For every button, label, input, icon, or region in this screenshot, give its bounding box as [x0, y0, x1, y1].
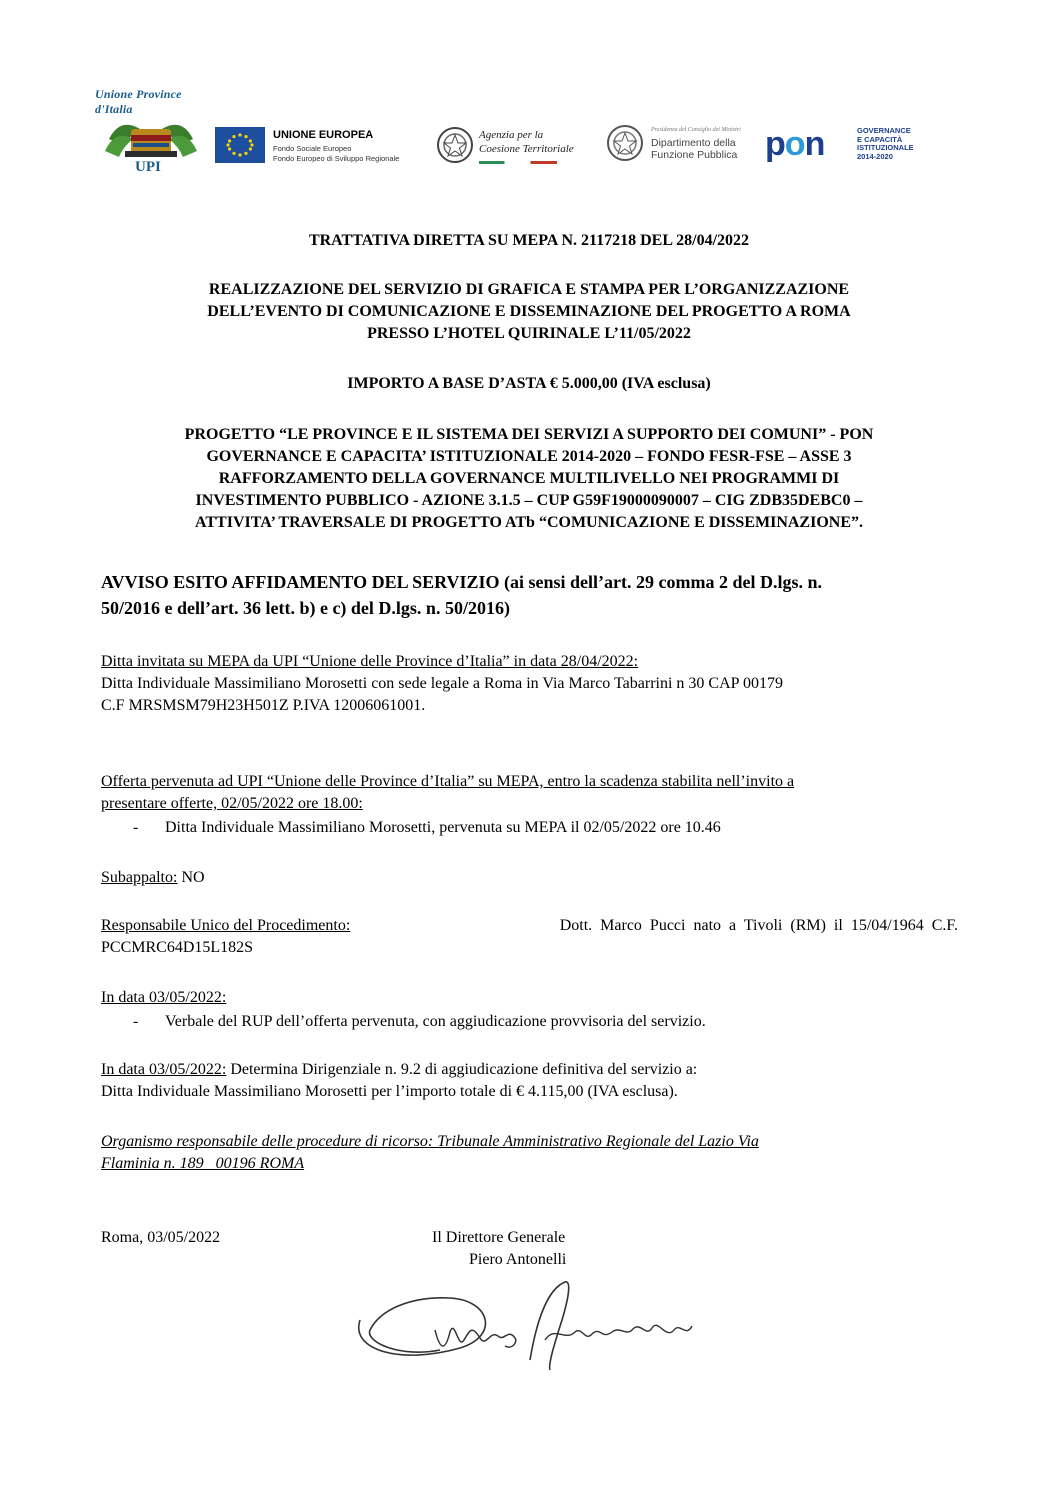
progetto-line-1: PROGETTO “LE PROVINCE E IL SISTEMA DEI SERVIZI A SUPPORTO DEI COMUNI” - PON — [184, 426, 874, 443]
rup-line-1 — [101, 915, 958, 937]
data1-bullet-text: Verbale del RUP dell’offerta pervenuta, con aggiudicazione provvisoria del servizio. — [165, 1013, 706, 1030]
rup-section — [101, 915, 959, 959]
place-date: Roma, 03/05/2022 — [101, 1229, 221, 1246]
trattativa-heading: TRATTATIVA DIRETTA SU MEPA N. 2117218 DEL 28/04/2022 — [308, 232, 750, 249]
rup-value-1: Dott. Marco Pucci nato a Tivoli (RM) il 15/04/1964 C.F. — [559, 917, 958, 934]
bullet-dash: - — [133, 1013, 139, 1030]
avviso-heading — [101, 569, 961, 621]
realizzazione-line-3: PRESSO L’HOTEL QUIRINALE L’11/05/2022 — [367, 325, 691, 342]
eu-sub-1: Fondo Sociale Europeo — [273, 144, 352, 153]
data2-line-1 — [101, 1059, 959, 1081]
act-line-2: Coesione Territoriale — [479, 143, 574, 155]
offerta-bullet-text: Ditta Individuale Massimiliano Morosetti, pervenuta su MEPA il 02/05/2022 ore 10.46 — [165, 819, 721, 836]
realizzazione-heading — [100, 279, 958, 345]
organismo-line-1: Organismo responsabile delle procedure di ricorso: Tribunale Amministrativo Regionale del Lazio Via — [101, 1133, 759, 1150]
eu-title: UNIONE EUROPEA — [273, 129, 374, 141]
data1-label: In data 03/05/2022: — [101, 989, 227, 1006]
dfp-line-1: Dipartimento della — [651, 137, 736, 149]
dfp-logo — [605, 121, 755, 167]
avviso-line-1: AVVISO ESITO AFFIDAMENTO DEL SERVIZIO (ai sensi dell’art. 29 comma 2 del D.lgs. n. — [101, 572, 822, 592]
importo-heading: IMPORTO A BASE D’ASTA € 5.000,00 (IVA esclusa) — [347, 375, 711, 392]
signature-image — [340, 1270, 720, 1385]
pon-logo — [765, 125, 935, 169]
rup-value-2: PCCMRC64D15L182S — [101, 939, 254, 956]
organismo-line-2: Flaminia n. 189 00196 ROMA — [101, 1155, 305, 1172]
eu-sub-2: Fondo Europeo di Sviluppo Regionale — [273, 154, 400, 163]
ditta-invitata-section — [101, 651, 959, 717]
realizzazione-line-1: REALIZZAZIONE DEL SERVIZIO DI GRAFICA E STAMPA PER L’ORGANIZZAZIONE — [208, 281, 850, 298]
avviso-line-2: 50/2016 e dell’art. 36 lett. b) e c) del D.lgs. n. 50/2016) — [101, 598, 510, 618]
offerta-label-2: presentare offerte, 02/05/2022 ore 18.00: — [101, 795, 363, 812]
data1-section — [101, 987, 959, 1009]
pon-wordmark — [765, 125, 824, 163]
pon-letter-n: n — [804, 125, 825, 163]
organismo-section — [101, 1131, 959, 1175]
ditta-invitata-label: Ditta invitata su MEPA da UPI “Unione delle Province d’Italia” in data 28/04/2022: — [101, 653, 639, 670]
upi-arc-text: Unione Province d'Italia — [95, 87, 182, 116]
act-text — [479, 128, 574, 156]
pon-sub-3: ISTITUZIONALE — [857, 143, 914, 152]
subappalto-label: Subappalto: — [101, 869, 178, 886]
act-logo — [435, 123, 575, 169]
pon-sub-1: GOVERNANCE — [857, 126, 911, 135]
subappalto-line — [101, 867, 959, 889]
pon-subtitle — [857, 127, 914, 161]
ditta-invitata-line-1: Ditta Individuale Massimiliano Morosetti con sede legale a Roma in Via Marco Tabarrini n 30 CAP 00179 — [101, 675, 783, 692]
republic-emblem-icon — [605, 121, 645, 165]
rup-label: Responsabile Unico del Procedimento: — [101, 917, 351, 934]
upi-logo — [95, 85, 207, 180]
dfp-text — [651, 137, 737, 161]
role-title: Il Direttore Generale — [432, 1229, 566, 1246]
data2-section — [101, 1059, 959, 1103]
bullet-dash: - — [133, 819, 139, 836]
republic-emblem-icon — [435, 123, 475, 167]
data2-line-2: Ditta Individuale Massimiliano Morosetti per l’importo totale di € 4.115,00 (IVA esclusa). — [101, 1083, 678, 1100]
offerta-label-1: Offerta pervenuta ad UPI “Unione delle Province d’Italia” su MEPA, entro la scadenza stabilita nell’invito a — [101, 773, 795, 790]
progetto-line-3: RAFFORZAMENTO DELLA GOVERNANCE MULTILIVELLO NEI PROGRAMMI DI — [218, 470, 840, 487]
eu-flag-icon — [215, 127, 265, 163]
progetto-line-5: ATTIVITA’ TRAVERSALE DI PROGETTO ATb “COMUNICAZIONE E DISSEMINAZIONE”. — [195, 514, 863, 531]
pon-sub-4: 2014-2020 — [857, 151, 893, 161]
pon-letter-p: p — [765, 125, 785, 163]
logo-strip — [95, 85, 935, 185]
data2-text: Determina Dirigenziale n. 9.2 di aggiudicazione definitiva del servizio a: — [226, 1061, 698, 1078]
dfp-small: Presidenza del Consiglio dei Ministri — [651, 127, 741, 133]
eu-logo — [215, 127, 405, 167]
subappalto-value: NO — [177, 869, 205, 886]
progetto-line-4: INVESTIMENTO PUBBLICO - AZIONE 3.1.5 – CUP G59F19000090007 – CIG ZDB35DEBC0 – — [195, 492, 863, 509]
data1-bullet — [133, 1011, 706, 1033]
pon-sub-2: E CAPACITÀ — [857, 134, 903, 144]
data2-label: In data 03/05/2022: — [101, 1061, 227, 1078]
pon-letter-o: o — [784, 125, 805, 163]
ditta-invitata-line-2: C.F MRSMSM79H23H501Z P.IVA 12006061001. — [101, 697, 426, 714]
offerta-section — [101, 771, 959, 815]
tricolor-line — [479, 161, 557, 164]
act-line-1: Agenzia per la — [479, 129, 544, 141]
offerta-bullet — [133, 817, 721, 839]
dfp-line-2: Funzione Pubblica — [651, 149, 738, 161]
progetto-heading — [100, 424, 958, 534]
realizzazione-line-2: DELL’EVENTO DI COMUNICAZIONE E DISSEMINAZIONE DEL PROGETTO A ROMA — [207, 303, 851, 320]
role-block — [432, 1227, 566, 1271]
upi-label: UPI — [135, 159, 161, 175]
progetto-line-2: GOVERNANCE E CAPACITA’ ISTITUZIONALE 2014-2020 – FONDO FESR-FSE – ASSE 3 — [206, 448, 852, 465]
signatory-name: Piero Antonelli — [469, 1251, 567, 1268]
